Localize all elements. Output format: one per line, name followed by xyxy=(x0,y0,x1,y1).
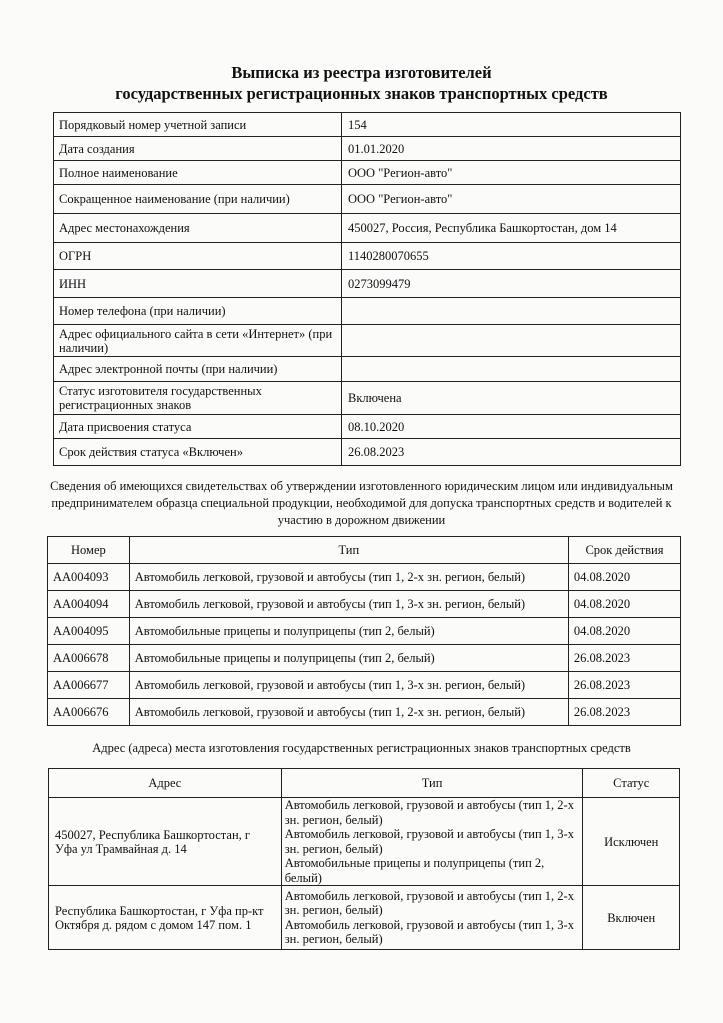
document-title xyxy=(0,62,723,104)
table-row xyxy=(49,798,680,886)
locations-header-row xyxy=(49,769,680,798)
registry-label: Порядковый номер учетной записи xyxy=(54,113,342,137)
registry-label: ОГРН xyxy=(54,243,342,270)
registry-value: ООО "Регион-авто" xyxy=(342,185,681,214)
cert-type: Автомобиль легковой, грузовой и автобусы (тип 1, 2-х зн. регион, белый) xyxy=(129,699,568,726)
registry-value: ООО "Регион-авто" xyxy=(342,161,681,185)
registry-row xyxy=(54,137,681,161)
registry-value: 01.01.2020 xyxy=(342,137,681,161)
location-address: Республика Башкортостан, г Уфа пр-кт Октября д. рядом с домом 147 пом. 1 xyxy=(49,886,282,950)
registry-value xyxy=(342,325,681,357)
table-row xyxy=(49,886,680,950)
registry-row xyxy=(54,415,681,439)
registry-label: Сокращенное наименование (при наличии) xyxy=(54,185,342,214)
registry-row xyxy=(54,243,681,270)
registry-value xyxy=(342,357,681,382)
registry-value xyxy=(342,298,681,325)
location-type-item: Автомобиль легковой, грузовой и автобусы (тип 1, 3-х зн. регион, белый) xyxy=(284,827,574,856)
registry-label: Адрес электронной почты (при наличии) xyxy=(54,357,342,382)
location-type-item: Автомобиль легковой, грузовой и автобусы (тип 1, 3-х зн. регион, белый) xyxy=(284,917,574,946)
cert-number: АА004093 xyxy=(48,564,130,591)
table-row xyxy=(48,645,681,672)
location-type-item: Автомобиль легковой, грузовой и автобусы (тип 1, 2-х зн. регион, белый) xyxy=(284,888,574,917)
title-line-2: государственных регистрационных знаков транспортных средств xyxy=(115,84,608,103)
locations-table xyxy=(48,768,680,950)
registry-row xyxy=(54,161,681,185)
registry-label: ИНН xyxy=(54,270,342,298)
column-header-number: Номер xyxy=(48,537,130,564)
location-type-item: Автомобиль легковой, грузовой и автобусы (тип 1, 2-х зн. регион, белый) xyxy=(284,798,574,827)
registry-label: Номер телефона (при наличии) xyxy=(54,298,342,325)
cert-number: АА006677 xyxy=(48,672,130,699)
table-row xyxy=(48,591,681,618)
cert-valid: 26.08.2023 xyxy=(568,699,680,726)
column-header-address: Адрес xyxy=(49,769,282,798)
location-type-item: Автомобильные прицепы и полуприцепы (тип 2, белый) xyxy=(284,856,545,885)
column-header-status: Статус xyxy=(583,769,680,798)
cert-type: Автомобиль легковой, грузовой и автобусы (тип 1, 2-х зн. регион, белый) xyxy=(129,564,568,591)
table-row xyxy=(48,564,681,591)
location-status: Исключен xyxy=(583,798,680,886)
cert-valid: 04.08.2020 xyxy=(568,618,680,645)
cert-valid: 26.08.2023 xyxy=(568,672,680,699)
location-address: 450027, Республика Башкортостан, г Уфа ул Трамвайная д. 14 xyxy=(49,798,282,886)
certificates-heading: Сведения об имеющихся свидетельствах об утверждении изготовленного юридическим лицом или индивидуальным предпринимателем образца специальной продукции, необходимой для допуска транспортных средств и водителей к участию в дорожном движении xyxy=(50,479,673,527)
table-row xyxy=(48,672,681,699)
table-row xyxy=(48,618,681,645)
registry-row xyxy=(54,357,681,382)
registry-label: Дата присвоения статуса xyxy=(54,415,342,439)
cert-type: Автомобиль легковой, грузовой и автобусы (тип 1, 3-х зн. регион, белый) xyxy=(129,591,568,618)
registry-row xyxy=(54,185,681,214)
cert-type: Автомобильные прицепы и полуприцепы (тип 2, белый) xyxy=(129,645,568,672)
locations-heading: Адрес (адреса) места изготовления государственных регистрационных знаков транспортных средств xyxy=(92,741,631,755)
cert-number: АА006676 xyxy=(48,699,130,726)
location-types xyxy=(281,886,583,950)
registry-value: 450027, Россия, Республика Башкортостан, дом 14 xyxy=(342,214,681,243)
registry-row xyxy=(54,325,681,357)
registry-table xyxy=(53,112,681,466)
column-header-type: Тип xyxy=(129,537,568,564)
location-status: Включен xyxy=(583,886,680,950)
registry-value: 08.10.2020 xyxy=(342,415,681,439)
registry-label: Адрес официального сайта в сети «Интернет» (при наличии) xyxy=(54,325,342,357)
registry-label: Дата создания xyxy=(54,137,342,161)
registry-row xyxy=(54,298,681,325)
registry-label: Срок действия статуса «Включен» xyxy=(54,439,342,466)
table-row xyxy=(48,699,681,726)
cert-number: АА006678 xyxy=(48,645,130,672)
registry-label: Статус изготовителя государственных регистрационных знаков xyxy=(54,382,342,415)
title-line-1: Выписка из реестра изготовителей xyxy=(231,63,492,82)
registry-value: Включена xyxy=(342,382,681,415)
column-header-valid: Срок действия xyxy=(568,537,680,564)
registry-value: 26.08.2023 xyxy=(342,439,681,466)
registry-row xyxy=(54,270,681,298)
cert-valid: 04.08.2020 xyxy=(568,591,680,618)
registry-label: Адрес местонахождения xyxy=(54,214,342,243)
registry-value: 154 xyxy=(342,113,681,137)
registry-value: 0273099479 xyxy=(342,270,681,298)
cert-valid: 04.08.2020 xyxy=(568,564,680,591)
cert-type: Автомобильные прицепы и полуприцепы (тип 2, белый) xyxy=(129,618,568,645)
certificates-table xyxy=(47,536,681,726)
cert-valid: 26.08.2023 xyxy=(568,645,680,672)
certificates-header-row xyxy=(48,537,681,564)
registry-value: 1140280070655 xyxy=(342,243,681,270)
cert-number: АА004094 xyxy=(48,591,130,618)
cert-type: Автомобиль легковой, грузовой и автобусы (тип 1, 3-х зн. регион, белый) xyxy=(129,672,568,699)
cert-number: АА004095 xyxy=(48,618,130,645)
registry-row xyxy=(54,214,681,243)
registry-label: Полное наименование xyxy=(54,161,342,185)
registry-row xyxy=(54,382,681,415)
registry-row xyxy=(54,439,681,466)
registry-row xyxy=(54,113,681,137)
location-types xyxy=(281,798,583,886)
column-header-type: Тип xyxy=(281,769,583,798)
